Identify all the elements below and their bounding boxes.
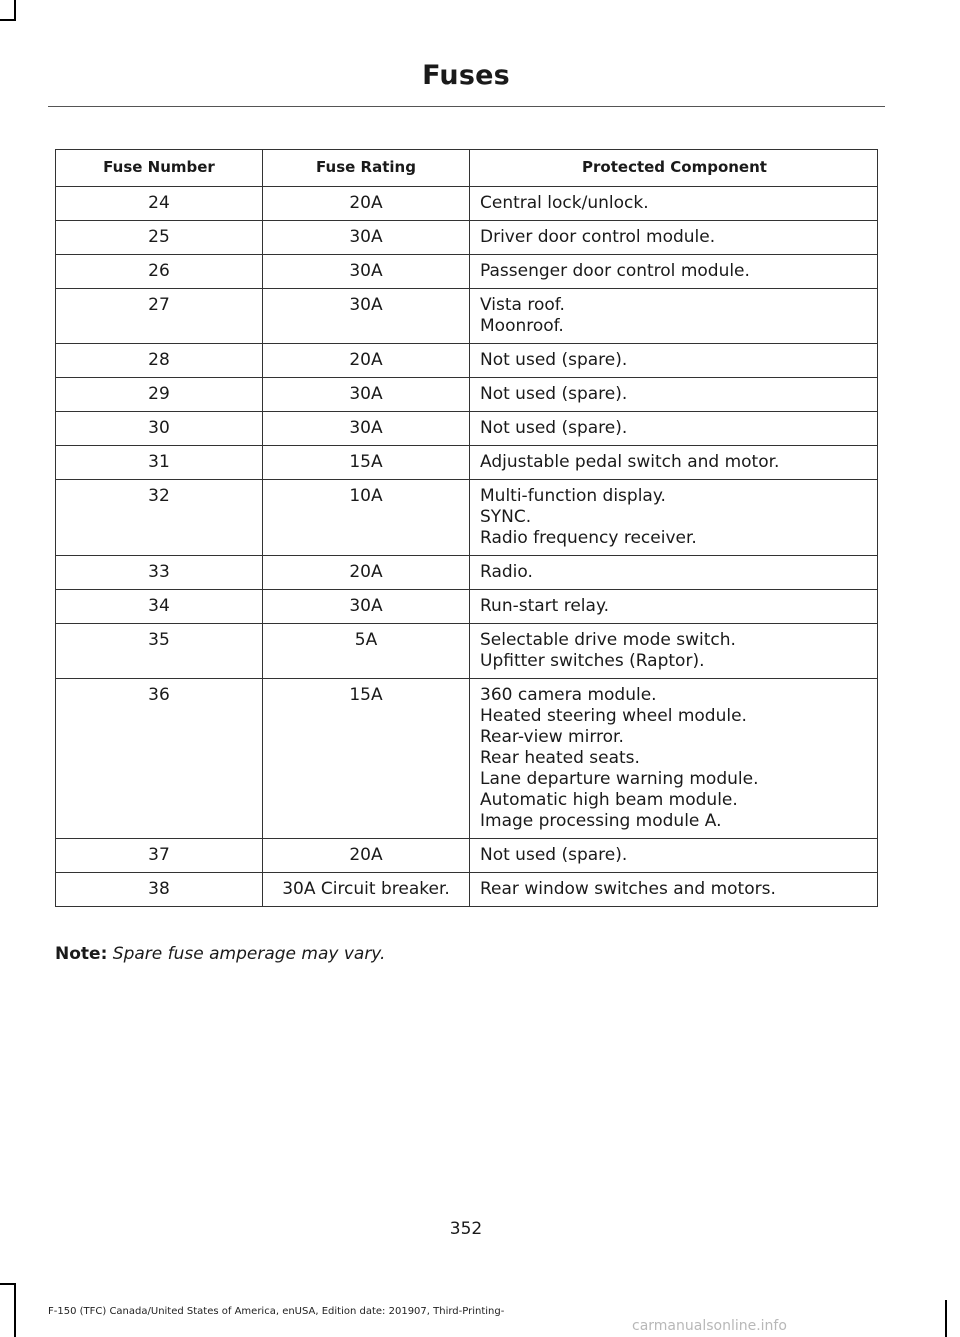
component-line: Not used (spare). — [480, 350, 628, 370]
fuse-rating-cell: 30A — [263, 412, 470, 446]
fuse-rating-cell: 15A — [263, 446, 470, 480]
table-row — [56, 590, 878, 624]
fuse-rating-cell: 30A Circuit breaker. — [263, 873, 470, 907]
component-line: Moonroof. — [480, 316, 564, 336]
table-row — [56, 873, 878, 907]
protected-component-cell — [470, 590, 878, 624]
fuse-number-cell: 24 — [56, 187, 263, 221]
header-fuse-rating: Fuse Rating — [263, 150, 470, 187]
component-line: 360 camera module. — [480, 685, 657, 705]
component-line: Run-start relay. — [480, 596, 609, 616]
fuse-table-body — [56, 187, 878, 907]
table-row — [56, 344, 878, 378]
protected-component-cell — [470, 480, 878, 556]
fuse-number-cell: 30 — [56, 412, 263, 446]
crop-mark-top-left-h — [0, 19, 16, 21]
fuse-number-cell: 26 — [56, 255, 263, 289]
component-line: Multi-function display. — [480, 486, 666, 506]
protected-component-cell — [470, 679, 878, 839]
component-line: Upfitter switches (Raptor). — [480, 651, 705, 671]
fuse-rating-cell: 20A — [263, 556, 470, 590]
protected-component-cell — [470, 187, 878, 221]
protected-component-cell — [470, 344, 878, 378]
table-row — [56, 221, 878, 255]
fuse-number-cell: 34 — [56, 590, 263, 624]
fuse-rating-cell: 30A — [263, 255, 470, 289]
table-row — [56, 187, 878, 221]
protected-component-cell — [470, 446, 878, 480]
table-row — [56, 289, 878, 344]
fuse-number-cell: 35 — [56, 624, 263, 679]
component-line: Rear window switches and motors. — [480, 879, 776, 899]
protected-component-cell — [470, 556, 878, 590]
component-line: Not used (spare). — [480, 845, 628, 865]
component-line: Vista roof. — [480, 295, 565, 315]
component-line: Central lock/unlock. — [480, 193, 649, 213]
title-divider — [48, 106, 885, 107]
table-row — [56, 255, 878, 289]
crop-mark-bottom-right-v — [945, 1300, 947, 1337]
protected-component-cell — [470, 839, 878, 873]
table-header-row — [56, 150, 878, 187]
fuse-rating-cell: 10A — [263, 480, 470, 556]
protected-component-cell — [470, 624, 878, 679]
table-row — [56, 624, 878, 679]
component-line: SYNC. — [480, 507, 532, 527]
fuse-table — [55, 149, 878, 907]
fuse-rating-cell: 30A — [263, 378, 470, 412]
fuse-number-cell: 37 — [56, 839, 263, 873]
fuse-rating-cell: 20A — [263, 187, 470, 221]
protected-component-cell — [470, 255, 878, 289]
protected-component-cell — [470, 378, 878, 412]
protected-component-cell — [470, 412, 878, 446]
note-text: Spare fuse amperage may vary. — [112, 944, 386, 964]
protected-component-cell — [470, 873, 878, 907]
fuse-number-cell: 28 — [56, 344, 263, 378]
table-row — [56, 480, 878, 556]
page-title: Fuses — [422, 60, 510, 91]
protected-component-cell — [470, 289, 878, 344]
component-line: Not used (spare). — [480, 384, 628, 404]
fuse-rating-cell: 5A — [263, 624, 470, 679]
component-line: Rear heated seats. — [480, 748, 640, 768]
table-row — [56, 412, 878, 446]
fuse-number-cell: 25 — [56, 221, 263, 255]
fuse-number-cell: 33 — [56, 556, 263, 590]
watermark: carmanualsonline.info — [632, 1318, 787, 1334]
component-line: Passenger door control module. — [480, 261, 750, 281]
fuse-rating-cell: 20A — [263, 839, 470, 873]
component-line: Image processing module A. — [480, 811, 722, 831]
fuse-number-cell: 27 — [56, 289, 263, 344]
note — [55, 944, 385, 964]
crop-mark-top-left-v — [14, 0, 16, 20]
note-label: Note: — [55, 944, 108, 964]
component-line: Radio. — [480, 562, 533, 582]
fuse-number-cell: 36 — [56, 679, 263, 839]
footer-edition-info: F-150 (TFC) Canada/United States of America, enUSA, Edition date: 201907, Third-Printing- — [48, 1306, 505, 1317]
table-row — [56, 839, 878, 873]
fuse-rating-cell: 20A — [263, 344, 470, 378]
component-line: Lane departure warning module. — [480, 769, 759, 789]
table-row — [56, 446, 878, 480]
fuse-rating-cell: 30A — [263, 590, 470, 624]
fuse-rating-cell: 30A — [263, 289, 470, 344]
page-number: 352 — [449, 1219, 483, 1239]
component-line: Driver door control module. — [480, 227, 716, 247]
table-row — [56, 556, 878, 590]
component-line: Radio frequency receiver. — [480, 528, 697, 548]
fuse-number-cell: 29 — [56, 378, 263, 412]
crop-mark-bottom-left-h — [0, 1283, 16, 1285]
header-protected-component: Protected Component — [470, 150, 878, 187]
component-line: Rear-view mirror. — [480, 727, 624, 747]
table-row — [56, 679, 878, 839]
component-line: Not used (spare). — [480, 418, 628, 438]
header-fuse-number: Fuse Number — [56, 150, 263, 187]
table-row — [56, 378, 878, 412]
component-line: Adjustable pedal switch and motor. — [480, 452, 780, 472]
fuse-rating-cell: 15A — [263, 679, 470, 839]
component-line: Heated steering wheel module. — [480, 706, 747, 726]
crop-mark-bottom-left-v — [14, 1283, 16, 1337]
fuse-rating-cell: 30A — [263, 221, 470, 255]
fuse-number-cell: 38 — [56, 873, 263, 907]
component-line: Automatic high beam module. — [480, 790, 738, 810]
fuse-number-cell: 32 — [56, 480, 263, 556]
fuse-number-cell: 31 — [56, 446, 263, 480]
protected-component-cell — [470, 221, 878, 255]
component-line: Selectable drive mode switch. — [480, 630, 736, 650]
